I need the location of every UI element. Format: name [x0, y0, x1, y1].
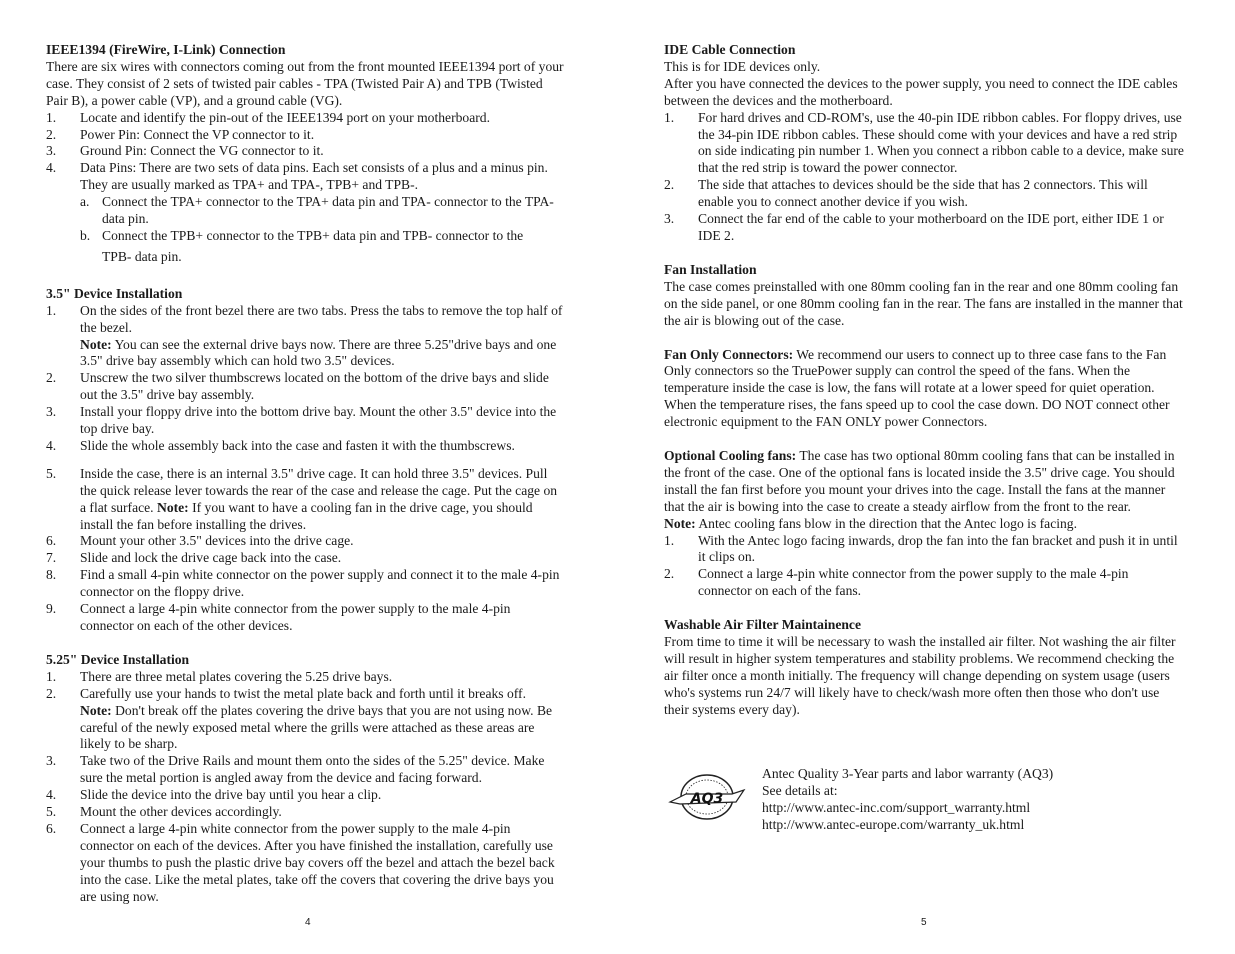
step-text: Ground Pin: Connect the VG connector to it. [80, 143, 324, 159]
step-text: Locate and identify the pin-out of the IEEE1394 port on your motherboard. [80, 109, 490, 125]
list-item [46, 533, 564, 550]
optional-text: The case has two optional 80mm cooling fans that can be installed in the front of the case. One of the optional fans is located inside the 3.5" drive cage. You should install the fan first before you mount your drives into the cage. Install the fans at the manner that the air is bowing into the case to create a steady airflow from the front to the rear. [664, 448, 1175, 514]
filter-heading: Washable Air Filter Maintainence [664, 617, 861, 633]
right-page [664, 42, 1184, 719]
step-number: 4. [46, 160, 57, 176]
warranty-text [762, 766, 1182, 834]
step-text: Carefully use your hands to twist the metal plate back and forth until it breaks off. [80, 685, 526, 701]
step-number: 4. [46, 437, 57, 453]
step-text: On the sides of the front bezel there are two tabs. Press the tabs to remove the top half of the bezel. [80, 302, 563, 335]
optional-steps [664, 533, 1184, 601]
step-text: Connect the TPB+ connector to the TPB+ data pin and TPB- connector to the [102, 227, 524, 243]
list-item [46, 550, 564, 567]
note-text: You can see the external drive bays now. There are three 5.25"drive bays and one 3.5" drive bay assembly which can hold two 3.5" devices. [80, 336, 557, 369]
device35-heading: 3.5" Device Installation [46, 285, 183, 301]
step-text: Connect the far end of the cable to your motherboard on the IDE port, either IDE 1 or IDE 2. [698, 211, 1164, 243]
step-number: 2. [664, 566, 675, 582]
step-text: Find a small 4-pin white connector on the power supply and connect it to the male 4-pin connector on the floppy drive. [80, 567, 560, 600]
optional-note [664, 516, 1184, 533]
optional-label: Optional Cooling fans: [664, 448, 797, 464]
step-text: Slide the whole assembly back into the case and fasten it with the thumbscrews. [80, 437, 515, 453]
note-label: Note: [80, 702, 112, 718]
note-text: If you want to have a cooling fan in the drive cage, you should install the fan before installing the drives. [80, 499, 533, 532]
note-text: Don't break off the plates covering the drive bays that you are not using now. Be careful of the newly exposed metal where the grills were attached as these areas are likely to be sharp. [80, 702, 553, 752]
firewire-steps [46, 110, 564, 266]
device35-steps [46, 303, 564, 635]
list-item [664, 566, 1184, 600]
step-text: Connect a large 4-pin white connector from the power supply to the male 4-pin connector on each of the devices. After you have finished the installation, carefully use your thumbs to push the plastic drive bay covers off the bezel and attach the bezel back into the case. Like the metal plates, take off the covers that covering the drive bays you are using now. [80, 820, 555, 904]
step-text: Slide the device into the drive bay until you hear a clip. [80, 787, 382, 803]
step-number: 1. [664, 109, 675, 125]
step-number: 1. [664, 532, 675, 548]
step-text: Inside the case, there is an internal 3.5" drive cage. It can hold three 3.5" devices. Pull the quick release lever towards the rear of the case and release the cage. Put the cage on a flat surface. [80, 465, 558, 515]
step-number: 2. [664, 177, 675, 193]
ide-line2: After you have connected the devices to the power supply, you need to connect the IDE cables between the devices and the motherboard. [664, 75, 1178, 108]
list-item [46, 601, 564, 635]
list-item [46, 438, 564, 455]
device525-heading: 5.25" Device Installation [46, 651, 190, 667]
step-text: Connect a large 4-pin white connector from the power supply to the male 4-pin connector on each of the other devices. [80, 601, 511, 633]
step-number: 5. [46, 465, 57, 481]
list-item [46, 160, 564, 194]
device525-steps [46, 669, 564, 906]
step-number: 6. [46, 820, 57, 836]
warranty-url-2[interactable]: http://www.antec-europe.com/warranty_uk.html [762, 816, 1025, 832]
note-label: Note: [664, 515, 696, 531]
fan-heading: Fan Installation [664, 261, 757, 277]
step-number: 4. [46, 787, 57, 803]
ide-steps [664, 110, 1184, 245]
step-number: 5. [46, 804, 57, 820]
step-text: Install your floppy drive into the bottom drive bay. Mount the other 3.5" device into the top drive bay. [80, 404, 557, 437]
list-item [664, 110, 1184, 178]
fan-only-paragraph [664, 347, 1184, 432]
step-number: 9. [46, 601, 57, 617]
optional-paragraph [664, 448, 1184, 516]
list-item [46, 370, 564, 404]
step-number: 2. [46, 685, 57, 701]
list-item [46, 787, 564, 804]
ide-heading: IDE Cable Connection [664, 42, 796, 57]
list-item [46, 194, 564, 228]
firewire-heading: IEEE1394 (FireWire, I-Link) Connection [46, 42, 286, 57]
firewire-intro: There are six wires with connectors coming out from the front mounted IEEE1394 port of your case. They consist of 2 sets of twisted pair cables - TPA (Twisted Pair A) and TPB (Twisted Pair B), a power cable (VP), and a ground cable (VG). [46, 58, 564, 108]
step-number: 3. [46, 143, 57, 159]
step-number: b. [80, 227, 91, 243]
list-item [46, 804, 564, 821]
step-text: With the Antec logo facing inwards, drop the fan into the fan bracket and push it in until it clips on. [698, 532, 1178, 565]
list-item [46, 466, 564, 534]
list-item [664, 177, 1184, 211]
list-item [664, 533, 1184, 567]
step-number: 2. [46, 370, 57, 386]
step-text: Slide and lock the drive cage back into the case. [80, 550, 342, 566]
aq3-logo-text: AQ3 [690, 791, 724, 807]
step-text: Mount the other devices accordingly. [80, 804, 282, 820]
page-number-left: 4 [305, 917, 311, 928]
list-item [46, 821, 564, 906]
list-item [46, 753, 564, 787]
step-text: For hard drives and CD-ROM's, use the 40-pin IDE ribbon cables. For floppy drives, use the 34-pin IDE ribbon cables. These should come with your devices and have a red strip on side indicating pin number 1. When you connect a ribbon cable to a device, make sure that the red strip is toward the power connector. [698, 109, 1184, 176]
step-text: Mount your other 3.5" devices into the drive cage. [80, 533, 354, 549]
step-number: 1. [46, 302, 57, 318]
list-item [46, 228, 564, 245]
step-text: Take two of the Drive Rails and mount them onto the sides of the 5.25" device. Make sure the metal portion is angled away from the device and facing forward. [80, 753, 545, 786]
fan-text: The case comes preinstalled with one 80mm cooling fan in the rear and one 80mm cooling fan on the side panel, or one 80mm cooling fan in the rear. The fans are installed in the manner that the air is blowing out of the case. [664, 278, 1183, 328]
page-number-right: 5 [921, 917, 927, 928]
left-page [46, 42, 564, 906]
step-number: 1. [46, 109, 57, 125]
warranty-line2: See details at: [762, 782, 838, 798]
step-text: Unscrew the two silver thumbscrews located on the bottom of the drive bays and slide out the 3.5" drive bay assembly. [80, 370, 549, 403]
step-number: 2. [46, 126, 57, 142]
step-text: Connect a large 4-pin white connector from the power supply to the male 4-pin connector on each of the fans. [698, 566, 1129, 599]
step-number: 8. [46, 567, 57, 583]
list-item [46, 404, 564, 438]
warranty-line1: Antec Quality 3-Year parts and labor warranty (AQ3) [762, 766, 1054, 781]
fan-only-text: We recommend our users to connect up to three case fans to the Fan Only connectors so the TruePower supply can control the speed of the fans. When the temperature inside the case is low, the fans will rotate at a lower speed for quiet operation. When the temperature rises, the fans speed up to cool the case down. DO NOT connect other electronic equipment to the FAN ONLY power Connectors. [664, 346, 1170, 430]
note-label: Note: [157, 499, 189, 515]
list-item [46, 669, 564, 686]
list-item [46, 567, 564, 601]
list-item [46, 303, 564, 371]
note-text: Antec cooling fans blow in the direction that the Antec logo is facing. [695, 515, 1077, 531]
step-text: Data Pins: There are two sets of data pins. Each set consists of a plus and a minus pin. They are usually marked as TPA+ and TPA-, TPB+ and TPB-. [80, 160, 548, 193]
warranty-url-1[interactable]: http://www.antec-inc.com/support_warranty.html [762, 799, 1031, 815]
list-item [46, 143, 564, 160]
step-number: 1. [46, 668, 57, 684]
note-label: Note: [80, 336, 112, 352]
step-text: Power Pin: Connect the VP connector to it. [80, 126, 315, 142]
list-item [46, 110, 564, 127]
step-text: The side that attaches to devices should be the side that has 2 connectors. This will enable you to connect another device if you wish. [698, 177, 1148, 210]
fan-only-label: Fan Only Connectors: [664, 346, 794, 362]
step-text: TPB- data pin. [102, 248, 182, 264]
filter-text: From time to time it will be necessary to wash the installed air filter. Not washing the air filter will result in higher system temperatures and stability problems. We recommend checking the air filter once a month initially. The frequency will change depending on system usage (users who's systems run 24/7 will likely have to check/wash more often then those who don't use their systems every day). [664, 634, 1176, 717]
step-text: There are three metal plates covering the 5.25 drive bays. [80, 668, 393, 684]
step-number: a. [80, 194, 90, 210]
list-item [46, 127, 564, 144]
step-number: 3. [664, 211, 675, 227]
list-item [46, 686, 564, 754]
ide-line1: This is for IDE devices only. [664, 58, 821, 74]
list-item [46, 249, 564, 266]
step-number: 7. [46, 550, 57, 566]
step-text: Connect the TPA+ connector to the TPA+ data pin and TPA- connector to the TPA- data pin. [102, 194, 554, 227]
step-number: 6. [46, 533, 57, 549]
aq3-logo-icon [666, 772, 748, 822]
step-number: 3. [46, 753, 57, 769]
step-number: 3. [46, 404, 57, 420]
list-item [664, 211, 1184, 245]
